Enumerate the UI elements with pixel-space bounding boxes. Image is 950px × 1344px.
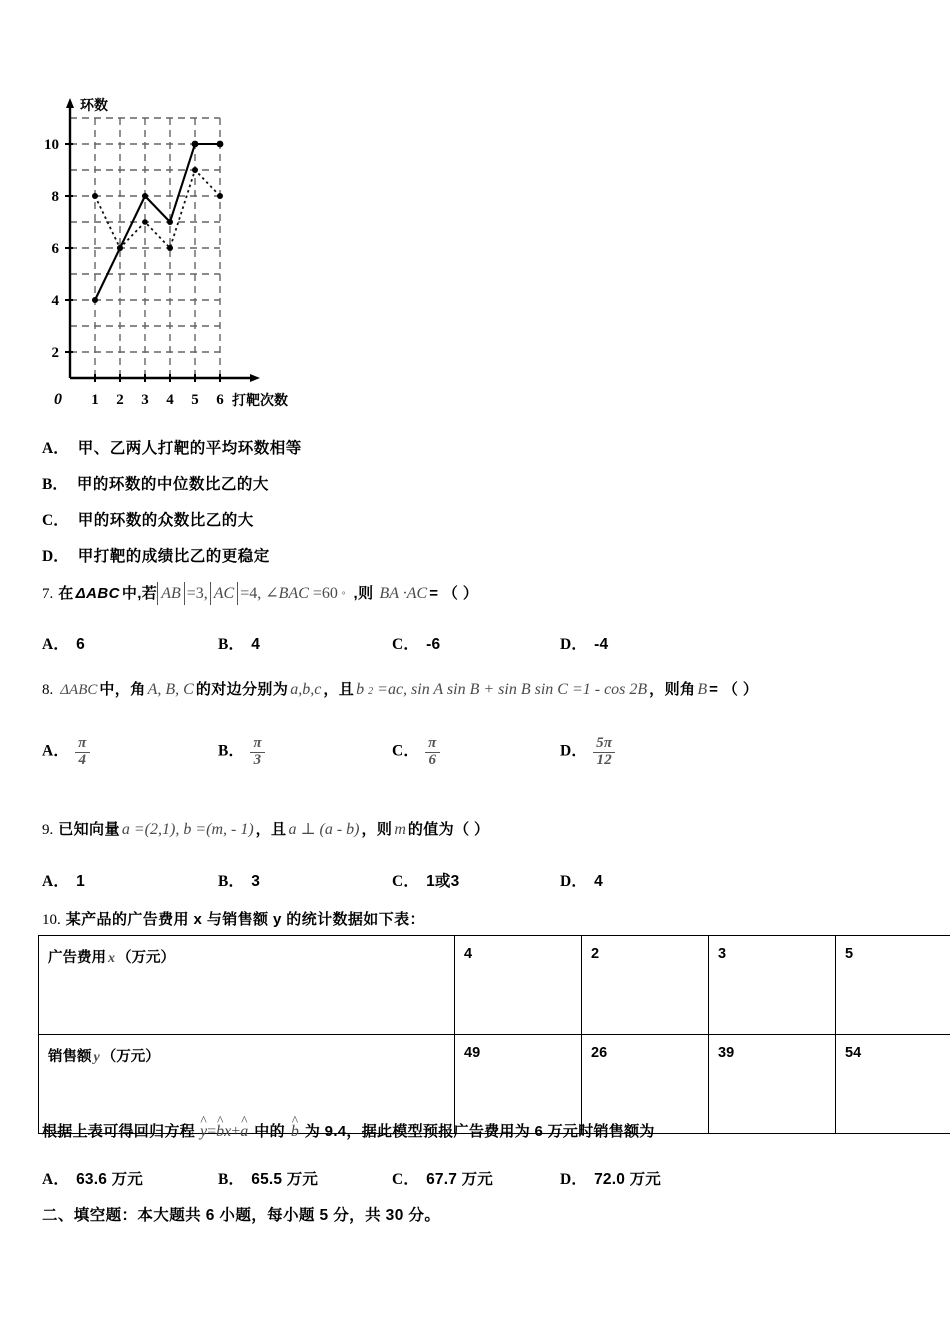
- q8-sides: a,b,c: [290, 681, 322, 698]
- q8-number: 8.: [42, 682, 54, 698]
- chart-svg: [42, 92, 342, 422]
- q10-option-d[interactable]: [560, 1167, 661, 1189]
- q7-ac-val: =4,: [240, 585, 262, 602]
- regression-eq-sign: =: [207, 1123, 217, 1140]
- q8-equals: = （ ）: [709, 681, 759, 698]
- q9-var-m: m: [394, 821, 406, 838]
- chart-xtick-0: 0: [54, 391, 62, 408]
- chart-ytick-4: 4: [51, 293, 59, 309]
- q8-formula-rest: =ac, sin A sin B + sin B sin C =1 - cos 2B: [377, 681, 648, 698]
- q8-option-b-denominator: 3: [250, 752, 264, 769]
- q8-option-a-numerator: π: [78, 735, 87, 751]
- chart-ytick-10: 10: [44, 137, 59, 153]
- regression-y-hat: ^ y: [200, 1123, 207, 1141]
- q7-option-d-label: D．: [560, 636, 588, 653]
- q9-option-d[interactable]: [560, 869, 603, 891]
- q6-option-a-label: A．: [42, 440, 69, 457]
- q6-option-d-text: 甲打靶的成绩比乙的更稳定: [77, 548, 270, 565]
- regression-equation: [198, 1123, 250, 1141]
- q8-angles: A, B, C: [147, 681, 194, 698]
- regression-b-hat-2: ^ b: [289, 1123, 301, 1141]
- q6-option-d-label: D．: [42, 548, 69, 565]
- q9-t2: ，且: [255, 821, 287, 838]
- q9-option-b-value: 3: [251, 873, 261, 890]
- q8-option-c-denominator: 6: [425, 752, 439, 769]
- chart-ylabel: 环数: [80, 97, 108, 113]
- row-label-sales-post: （万元）: [101, 1049, 160, 1065]
- q7-option-b-label: B．: [218, 636, 245, 653]
- q9-condition: a ⊥ (a - b): [288, 821, 360, 838]
- chart-ytick-8: 8: [51, 189, 59, 205]
- q8-t3: ，且: [323, 681, 355, 698]
- q9-t1: 已知向量: [58, 821, 120, 838]
- regression-pre: 根据上表可得回归方程: [42, 1123, 196, 1140]
- q9-option-a-value: 1: [76, 873, 85, 890]
- q8-t2: 的对边分别为: [195, 681, 289, 698]
- row-label-sales-pre: 销售额: [48, 1049, 92, 1065]
- q10-option-d-label: D．: [560, 1171, 588, 1188]
- q7-option-a-value: 6: [76, 636, 85, 653]
- question-8-stem: [42, 678, 758, 699]
- q9-vectors: a =(2,1), b =(m, - 1): [121, 821, 254, 838]
- chart-ytick-2: 2: [51, 345, 59, 361]
- q10-option-a-value: 63.6 万元: [76, 1171, 143, 1188]
- q8-option-c-numerator: π: [428, 735, 437, 751]
- row-label-advertising-pre: 广告费用: [48, 950, 106, 966]
- q9-option-a-label: A．: [42, 873, 70, 890]
- q7-then: ,则: [353, 585, 374, 602]
- question-9-stem: [42, 818, 489, 839]
- q8-triangle: ΔABC: [60, 682, 98, 698]
- chart-gridlines: [70, 118, 220, 378]
- cell-advertising-1: 4: [455, 936, 582, 1035]
- q6-option-b[interactable]: [42, 472, 269, 494]
- q9-option-c-label: C．: [392, 873, 420, 890]
- q8-option-d-label: D．: [560, 742, 588, 760]
- q9-option-c[interactable]: [392, 869, 459, 891]
- q9-option-c-value: 1或3: [426, 873, 460, 890]
- q8-option-d[interactable]: [560, 736, 617, 769]
- cell-sales-4: 54: [836, 1035, 950, 1134]
- row-label-advertising: [39, 936, 455, 1035]
- q8-var-b: B: [697, 681, 708, 698]
- q9-option-b[interactable]: [218, 869, 260, 891]
- q6-option-b-text: 甲的环数的中位数比乙的大: [76, 476, 269, 493]
- q7-option-d-value: -4: [594, 636, 609, 653]
- q6-option-b-label: B．: [42, 476, 68, 493]
- q7-equals: = （ ）: [429, 585, 479, 602]
- cell-sales-1: 49: [455, 1035, 582, 1134]
- regression-b-hat: ^ b: [216, 1123, 224, 1141]
- q8-t1: 中，角: [99, 681, 146, 698]
- cell-advertising-2: 2: [582, 936, 709, 1035]
- q10-option-d-value: 72.0 万元: [594, 1171, 661, 1188]
- q7-option-b[interactable]: [218, 632, 260, 654]
- cell-sales-3: 39: [709, 1035, 836, 1134]
- q8-option-a-fraction: [75, 736, 89, 769]
- q8-formula-exponent: 2: [368, 686, 374, 697]
- q8-option-c-label: C．: [392, 742, 420, 760]
- chart-xtick-2: 2: [116, 392, 124, 408]
- q8-option-d-numerator: 5π: [596, 735, 613, 751]
- q9-option-d-value: 4: [594, 873, 603, 890]
- q7-option-c-label: C．: [392, 636, 420, 653]
- q7-number: 7.: [42, 586, 54, 602]
- q6-option-c[interactable]: [42, 508, 254, 530]
- q10-option-b-value: 65.5 万元: [251, 1171, 319, 1188]
- regression-a-hat: ^ a: [240, 1123, 248, 1141]
- q7-angle: ∠BAC: [265, 585, 309, 602]
- advertising-sales-table: [38, 935, 950, 1134]
- cell-sales-2: 26: [582, 1035, 709, 1134]
- q8-option-b-label: B．: [218, 742, 245, 760]
- chart-xtick-6: 6: [216, 392, 224, 408]
- regression-sentence: [42, 1120, 655, 1141]
- q10-option-b[interactable]: [218, 1167, 318, 1189]
- q8-option-b-numerator: π: [253, 735, 262, 751]
- chart-xlabel: 打靶次数: [232, 392, 288, 408]
- q8-option-b[interactable]: [218, 736, 267, 769]
- q8-option-a-denominator: 4: [75, 752, 89, 769]
- q8-option-a[interactable]: [42, 736, 92, 769]
- cell-advertising-4: 5: [836, 936, 950, 1035]
- question-7-stem: [42, 582, 478, 605]
- q7-ac-abs: AC: [210, 582, 238, 605]
- q10-option-c[interactable]: [392, 1167, 493, 1189]
- section-2-heading: 二、填空题：本大题共 6 小题，每小题 5 分，共 30 分。: [42, 1207, 441, 1224]
- q7-prefix: 在: [58, 585, 74, 602]
- question-10-stem: [42, 908, 425, 929]
- q10-option-a-label: A．: [42, 1171, 70, 1188]
- shooting-scores-chart: [42, 92, 342, 422]
- row-label-sales-var: y: [93, 1050, 100, 1065]
- cell-advertising-3: 3: [709, 936, 836, 1035]
- q7-angle-val: =60: [312, 585, 338, 602]
- q7-option-a[interactable]: [42, 632, 85, 654]
- q8-t4: ，则角: [649, 681, 696, 698]
- q6-option-c-text: 甲的环数的众数比乙的大: [77, 512, 254, 529]
- chart-xtick-5: 5: [191, 392, 199, 408]
- regression-x: x: [224, 1123, 232, 1140]
- q8-option-d-fraction: [593, 736, 615, 769]
- q7-option-c[interactable]: [392, 632, 440, 654]
- table-row-advertising: [39, 936, 950, 1035]
- q7-ab-abs: AB: [157, 582, 185, 605]
- q6-option-c-label: C．: [42, 512, 69, 529]
- q8-option-a-label: A．: [42, 742, 70, 760]
- q9-t4: 的值为（ ）: [407, 821, 490, 838]
- q6-option-a-text: 甲、乙两人打靶的平均环数相等: [77, 440, 302, 457]
- q7-option-b-value: 4: [251, 636, 261, 653]
- q10-stem-text: 某产品的广告费用 x 与销售额 y 的统计数据如下表：: [65, 911, 425, 928]
- q8-option-b-fraction: [250, 736, 264, 769]
- q7-expression: BA ·AC: [379, 585, 428, 602]
- regression-post: 为 9.4，据此模型预报广告费用为 6 万元时销售额为: [304, 1123, 655, 1140]
- chart-xtick-4: 4: [166, 392, 174, 408]
- q9-t3: ，则: [361, 821, 393, 838]
- q9-option-d-label: D．: [560, 873, 588, 890]
- row-label-advertising-post: （万元）: [117, 950, 175, 966]
- chart-ytick-6: 6: [51, 241, 59, 257]
- regression-plus-sign: +: [231, 1123, 241, 1140]
- row-label-advertising-var: x: [108, 951, 115, 966]
- q7-mid: 中,若: [121, 585, 158, 602]
- q7-triangle: ΔABC: [75, 585, 120, 602]
- q7-option-c-value: -6: [426, 636, 441, 653]
- q8-option-d-denominator: 12: [593, 752, 615, 769]
- chart-xtick-3: 3: [141, 392, 149, 408]
- q7-ab-val: =3,: [186, 585, 208, 602]
- q8-formula-b: b: [356, 681, 365, 698]
- q6-option-a[interactable]: [42, 436, 302, 458]
- chart-xtick-1: 1: [91, 392, 99, 408]
- q7-option-a-label: A．: [42, 636, 70, 653]
- q9-option-b-label: B．: [218, 873, 245, 890]
- q9-option-a[interactable]: [42, 869, 85, 891]
- q8-option-c-fraction: [425, 736, 439, 769]
- q10-option-c-value: 67.7 万元: [426, 1171, 493, 1188]
- regression-mid: 中的: [254, 1123, 285, 1140]
- q8-option-c[interactable]: [392, 736, 442, 769]
- table-row-sales: [39, 1035, 950, 1134]
- q6-option-d[interactable]: [42, 544, 270, 566]
- q10-option-c-label: C．: [392, 1171, 420, 1188]
- q10-option-b-label: B．: [218, 1171, 245, 1188]
- q7-option-d[interactable]: [560, 632, 608, 654]
- q10-number: 10.: [42, 912, 61, 928]
- q7-degree-symbol: °: [341, 590, 346, 600]
- q9-number: 9.: [42, 822, 54, 838]
- q10-option-a[interactable]: [42, 1167, 143, 1189]
